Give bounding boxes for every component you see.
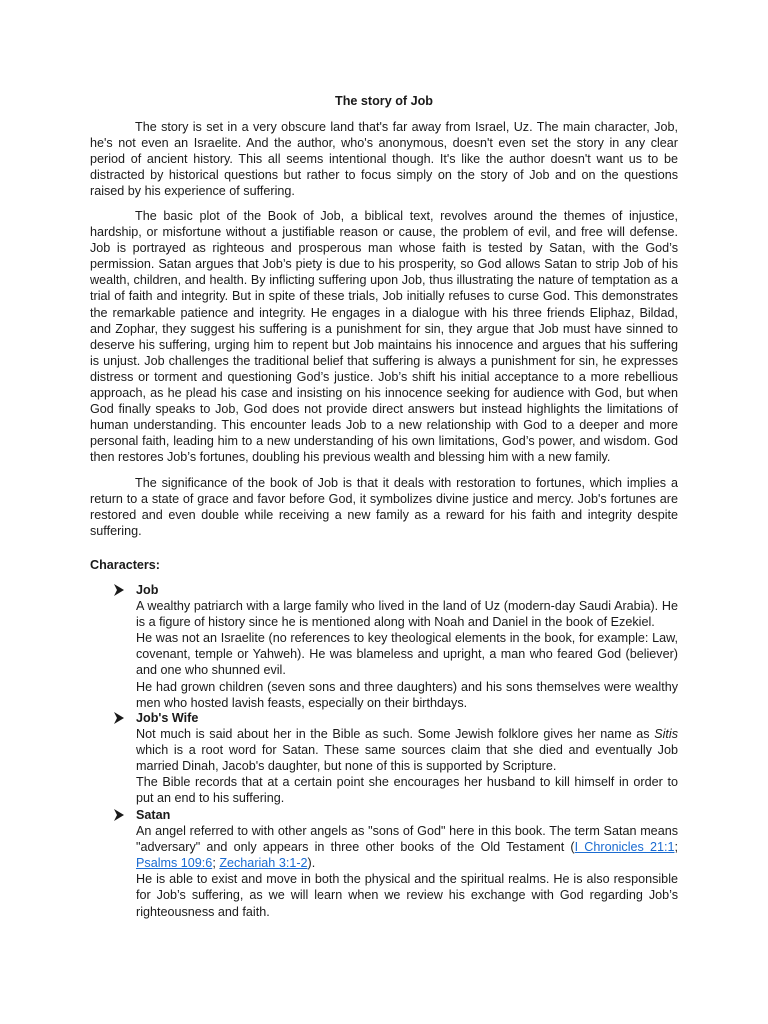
description-line: A wealthy patriarch with a large family who lived in the land of Uz (modern-day Saudi Arabia). He is a figure of history since he is mentioned along with Noah and Daniel in the book of Ezekiel. — [136, 599, 678, 630]
link-zechariah[interactable]: Zechariah 3:1-2 — [219, 856, 308, 871]
character-jobs-wife — [113, 710, 678, 807]
paragraph-significance: The significance of the book of Job is that it deals with restoration to fortunes, which implies a return to a state of grace and favor before God, it symbolizes divine justice and mercy. Job's fortunes are restored and even double while receiving a new family as a reward for his faith and integrity despite suffering. — [90, 476, 678, 539]
character-name: Job's Wife — [136, 711, 199, 725]
character-name-row — [113, 582, 678, 598]
character-description — [113, 823, 678, 920]
description-line: He was not an Israelite (no references to key theological elements in the book, for example: Law, covenant, temple or Yahweh). He was blameless and upright, a man who feared God (believer) and one who shunned evil. — [136, 631, 678, 678]
text-run: ). — [307, 856, 316, 871]
text-run: Not much is said about her in the Bible as such. Some Jewish folklore gives her name as — [136, 727, 655, 742]
link-i-chronicles[interactable]: I Chronicles 21:1 — [574, 840, 675, 855]
italic-name-sitis: Sitis — [654, 727, 678, 742]
description-line: The Bible records that at a certain point she encourages her husband to kill himself in order to put an end to his suffering. — [136, 775, 678, 806]
character-name: Satan — [136, 808, 171, 822]
description-line: He is able to exist and move in both the physical and the spiritual realms. He is also responsible for Job’s suffering, as we will learn when we review his exchange with God regarding Job’s righteousness and faith. — [136, 872, 678, 919]
character-description — [113, 726, 678, 806]
arrowhead-bullet-icon — [113, 583, 125, 597]
text-run: which is a root word for Satan. These same sources claim that she died and eventually Job married Dinah, Jacob's daughter, but none of this is supported by Scripture. — [136, 743, 678, 774]
character-name-row — [113, 710, 678, 726]
characters-heading: Characters: — [90, 558, 160, 572]
description-line — [136, 823, 678, 871]
arrowhead-bullet-icon — [113, 711, 125, 725]
paragraph-intro: The story is set in a very obscure land that's far away from Israel, Uz. The main character, Job, he's not even an Israelite. And the author, who's anonymous, doesn't even set the story in any clear period of ancient history. This all seems intentional though. It's like the author doesn't want us to be distracted by historical questions but rather to focus simply on the story of Job and on the questions raised by his experience of suffering. — [90, 120, 678, 199]
link-psalms[interactable]: Psalms 109:6 — [136, 856, 213, 871]
text-run: An angel referred to with other angels as "sons of God" here in this book. The term Satan means "adversary" and only appears in three other books of the Old Testament ( — [136, 824, 678, 855]
paragraph-plot: The basic plot of the Book of Job, a biblical text, revolves around the themes of injustice, hardship, or misfortune without a justifiable reason or cause, the problem of evil, and free will defense. Job is portrayed as righteous and prosperous man whose faith is tested by Satan, with the God’s permission. Satan argues that Job’s piety is due to his prosperity, so God allows Satan to strip Job of his wealth, children, and health. By inflicting suffering upon Job, thus illustrating the nature of temptation as a trial of faith and integrity. But in spite of these trials, Job initially refuses to curse God. This demonstrates the remarkable patience and integrity. He engages in a dialogue with his three friends Eliphaz, Bildad, and Zophar, they suggest his suffering is a punishment for sin, they argue that Job must have sinned to deserve his suffering, urging him to repent but Job maintains his innocence and argues that his suffering is unjust. Job challenges the traditional belief that suffering is always a punishment for sin, he expresses distress or torment and questioning God’s justice. Job’s shift his initial acceptance to a more rebellious approach, as he plead his case and insisting on his innocence seeking for audience with God, but when God finally speaks to Job, God does not provide direct answers but instead highlights the limitations of human understanding. This encounter leads Job to a new relationship with God to a deeper and more personal faith, leading him to a new understanding of his own limitations, God’s power, and wisdom. God then restores Job’s fortunes, doubling his previous wealth and blessing him with a new family. — [90, 209, 678, 465]
description-line: He had grown children (seven sons and three daughters) and his sons themselves were wealthy men who hosted lavish feasts, especially on their birthdays. — [136, 679, 678, 710]
character-description — [113, 598, 678, 711]
character-name-row — [113, 807, 678, 823]
arrowhead-bullet-icon — [113, 808, 125, 822]
character-job — [113, 582, 678, 711]
text-run: ; — [674, 840, 678, 855]
description-line — [136, 726, 678, 774]
text-run: ; — [212, 856, 220, 871]
character-name: Job — [136, 583, 159, 597]
page-title: The story of Job — [335, 94, 433, 108]
character-satan — [113, 807, 678, 920]
